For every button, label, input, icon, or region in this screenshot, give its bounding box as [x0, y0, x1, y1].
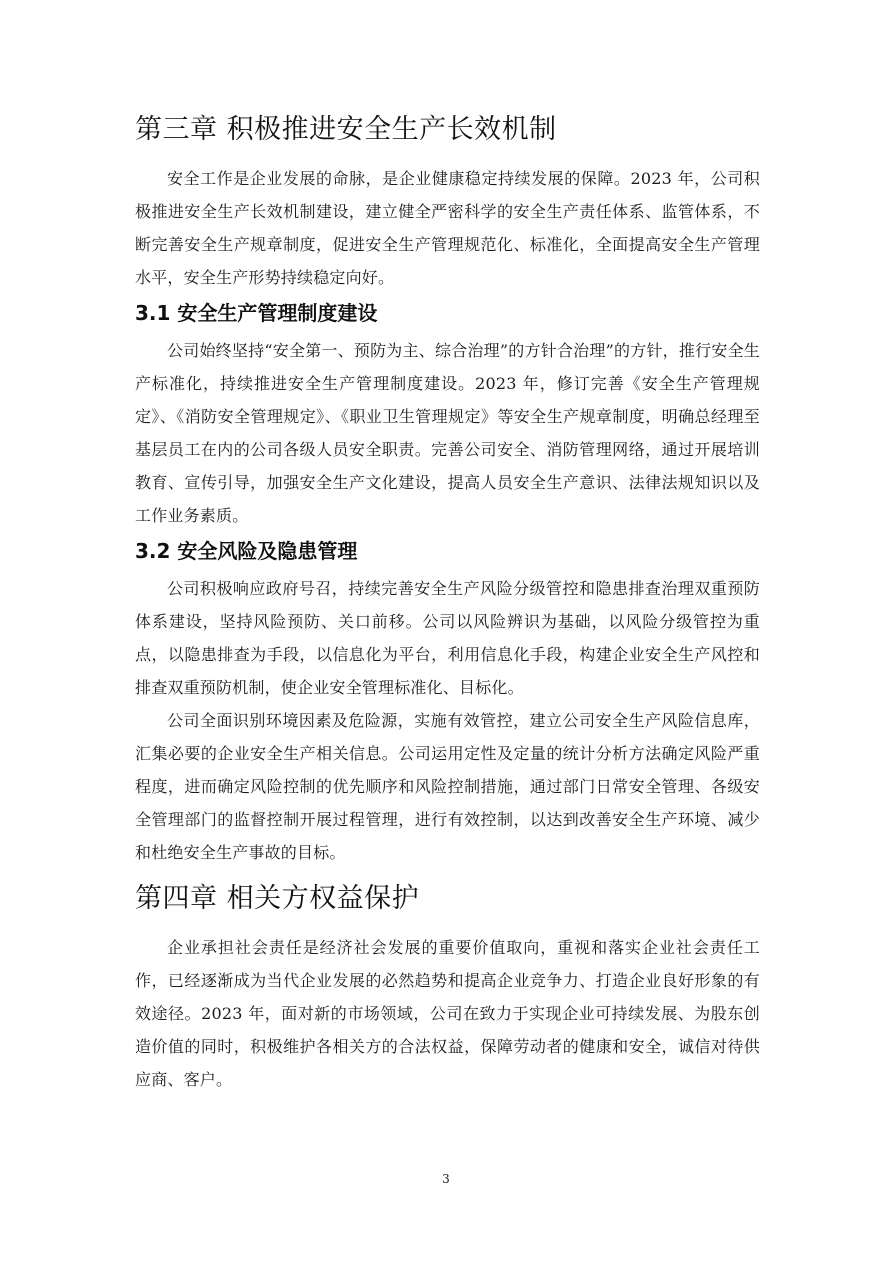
chapter-3-intro-paragraph: 安全工作是企业发展的命脉，是企业健康稳定持续发展的保障。2023 年，公司积极推进安全生产长效机制建设，建立健全严密科学的安全生产责任体系、监管体系，不断完善安全生产规章制度，促进安全生产管理规范化、标准化，全面提高安全生产管理水平，安全生产形势持续稳定向好。	[135, 169, 760, 287]
page-number: 3	[442, 1172, 450, 1186]
chapter-4-intro-paragraph: 企业承担社会责任是经济社会发展的重要价值取向，重视和落实企业社会责任工作，已经逐渐成为当代企业发展的必然趋势和提高企业竞争力、打造企业良好形象的有效途径。2023 年，面对新的市场领域，公司在致力于实现企业可持续发展、为股东创造价值的同时，积极维护各相关方的合法权益，保障劳动者的健康和安全，诚信对待供应商、客户。	[135, 938, 760, 1089]
chapter-4-title: 第四章 相关方权益保护	[135, 883, 420, 914]
section-3-1-title: 3.1 安全生产管理制度建设	[135, 301, 378, 325]
section-3-2-title: 3.2 安全风险及隐患管理	[135, 539, 358, 563]
section-3-1-paragraph: 公司始终坚持“安全第一、预防为主、综合治理”的方针合治理”的方针，推行安全生产标准化，持续推进安全生产管理制度建设。2023 年，修订完善《安全生产管理规定》、《消防安全管理规定》、《职业卫生管理规定》等安全生产规章制度，明确总经理至基层员工在内的公司各级人员安全职责。完善公司安全、消防管理网络，通过开展培训教育、宣传引导，加强安全生产文化建设，提高人员安全生产意识、法律法规知识以及工作业务素质。	[135, 341, 760, 525]
document-page	[135, 100, 760, 1096]
section-3-2-paragraph-1: 公司积极响应政府号召，持续完善安全生产风险分级管控和隐患排查治理双重预防体系建设，坚持风险预防、关口前移。公司以风险辨识为基础，以风险分级管控为重点，以隐患排查为手段，以信息化为平台，利用信息化手段，构建企业安全生产风控和排查双重预防机制，使企业安全管理标准化、目标化。	[135, 579, 760, 697]
chapter-3-title: 第三章 积极推进安全生产长效机制	[135, 114, 557, 145]
section-3-2-paragraph-2: 公司全面识别环境因素及危险源，实施有效管控，建立公司安全生产风险信息库，汇集必要的企业安全生产相关信息。公司运用定性及定量的统计分析方法确定风险严重程度，进而确定风险控制的优先顺序和风险控制措施，通过部门日常安全管理、各级安全管理部门的监督控制开展过程管理，进行有效控制，以达到改善安全生产环境、减少和杜绝安全生产事故的目标。	[135, 711, 760, 862]
